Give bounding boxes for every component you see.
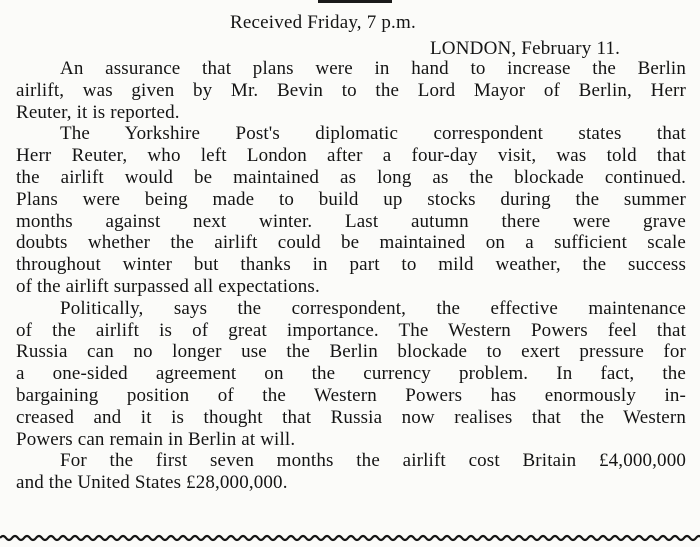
article-line: throughout winter but thanks in part to mild weather, the success xyxy=(16,254,686,276)
article-line: The Yorkshire Post's diplomatic correspondent states that xyxy=(60,123,686,145)
article-line: airlift, was given by Mr. Bevin to the Lord Mayor of Berlin, Herr xyxy=(16,79,686,101)
article-line: Reuter, it is reported. xyxy=(16,101,180,123)
article-line: Plans were being made to build up stocks during the summer xyxy=(16,188,686,210)
article-line: months against next winter. Last autumn there were grave xyxy=(16,210,686,232)
article-line: bargaining position of the Western Powers has enormously in- xyxy=(16,384,686,406)
article-line: of the airlift surpassed all expectations. xyxy=(16,275,320,297)
article-line: of the airlift is of great importance. The Western Powers feel that xyxy=(16,319,686,341)
article-line: An assurance that plans were in hand to increase the Berlin xyxy=(60,58,686,79)
article-line: For the first seven months the airlift cost Britain £4,000,000 xyxy=(60,450,686,472)
top-rule xyxy=(318,0,392,3)
article-line: and the United States £28,000,000. xyxy=(16,472,288,494)
received-time: Received Friday, 7 p.m. xyxy=(230,12,416,33)
article-line: Russia can no longer use the Berlin blockade to exert pressure for xyxy=(16,341,686,363)
article-line: a one-sided agreement on the currency problem. In fact, the xyxy=(16,363,686,385)
article-line: Herr Reuter, who left London after a four-day visit, was told that xyxy=(16,145,686,167)
wavy-bottom-rule xyxy=(0,534,700,542)
article-line: Powers can remain in Berlin at will. xyxy=(16,428,296,450)
dateline: LONDON, February 11. xyxy=(430,38,621,59)
article-line: doubts whether the airlift could be maintained on a sufficient scale xyxy=(16,232,686,254)
article-line: Politically, says the correspondent, the effective maintenance xyxy=(60,297,686,319)
article-body xyxy=(16,58,686,494)
article-line: the airlift would be maintained as long as the blockade continued. xyxy=(16,166,686,188)
article-line: creased and it is thought that Russia now realises that the Western xyxy=(16,406,686,428)
